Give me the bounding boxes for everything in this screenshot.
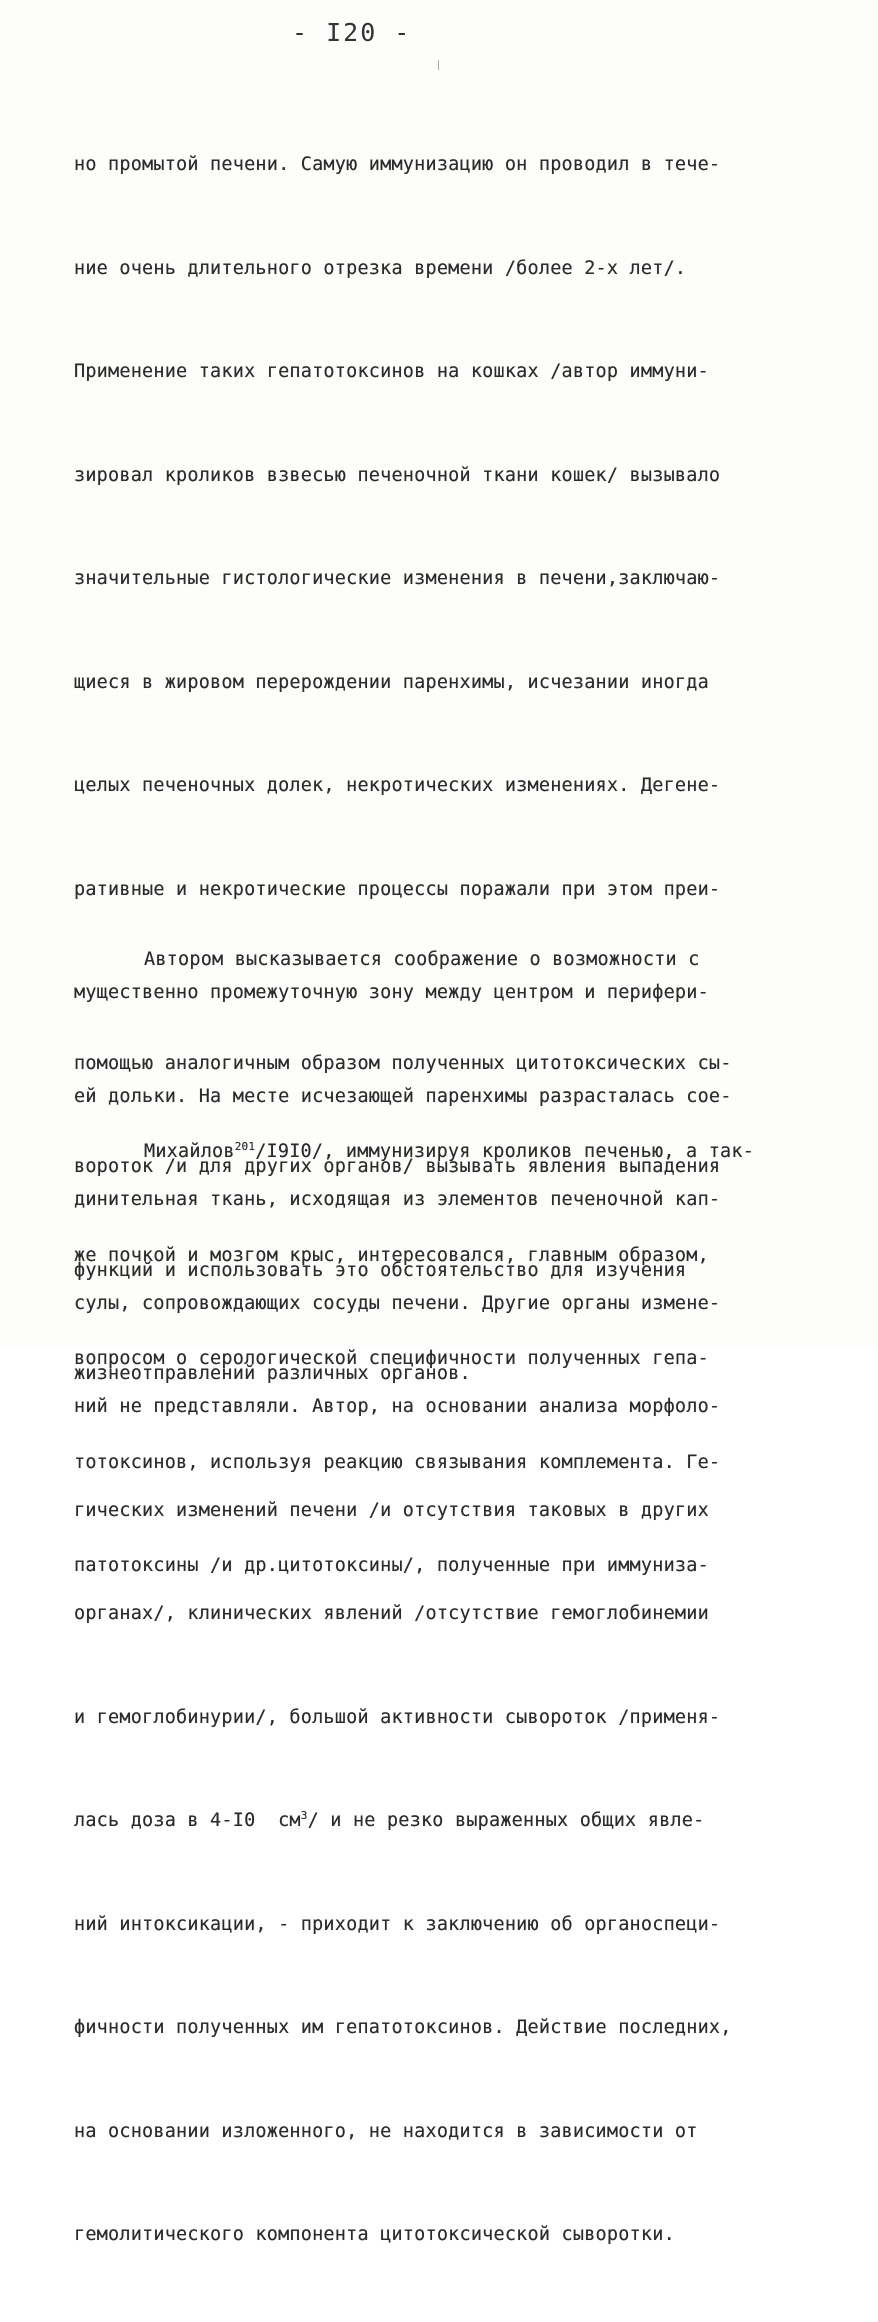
text-line: органах/, клинических явлений /отсутствие гемоглобинемии <box>74 1603 709 1624</box>
text-line: ние очень длительного отрезка времени /более 2-х лет/. <box>74 257 687 279</box>
text-line: динительная ткань, исходящая из элементов печеночной кап- <box>74 1189 721 1210</box>
text-line: фичности полученных им гепатотоксинов. Действие последних, <box>74 2017 732 2038</box>
text-line: целых печеночных долек, некротических изменениях. Дегене- <box>74 775 721 796</box>
text-line: гемолитического компонента цитотоксической сыворотки. <box>74 2224 675 2245</box>
text-line: мущественно промежуточную зону между центром и перифери- <box>74 982 709 1003</box>
text-line: функций и использовать это обстоятельство для изучения <box>74 1259 687 1281</box>
text-line: ративные и некротические процессы поражали при этом преи- <box>74 878 721 900</box>
text-line: ей дольки. На месте исчезающей паренхимы разрасталась сое- <box>74 1085 732 1107</box>
paragraph-3 <box>74 1066 814 1653</box>
page-number: - I20 - <box>292 18 412 47</box>
text-line: но промытой печени. Самую иммунизацию он проводил в тече- <box>74 154 721 175</box>
text-line: патотоксины /и др.цитотоксины/, полученные при иммуниза- <box>74 1555 709 1576</box>
text-line: на основании изложенного, не находится в зависимости от <box>74 2120 698 2142</box>
line-text: Михайлов <box>144 1141 235 1162</box>
text-line: вопросом о серологической специфичности полученных гепа- <box>74 1348 709 1369</box>
scan-mark <box>438 60 439 70</box>
text-line: же почкой и мозгом крыс, интересовался, главным образом, <box>74 1244 709 1266</box>
citation-superscript: 201 <box>234 1139 256 1153</box>
text-line: сулы, сопровождающих сосуды печени. Другие органы измене- <box>74 1292 721 1314</box>
superscript: 3 <box>300 1808 308 1822</box>
text-line: гических изменений печени /и отсутствия таковых в других <box>74 1499 709 1521</box>
text-line-with-citation <box>74 1135 814 1170</box>
line-text: лась доза в 4-I0 см <box>74 1810 301 1831</box>
text-line: вороток /и для других органов/ вызывать явления выпадения <box>74 1156 721 1177</box>
text-line: значительные гистологические изменения в печени,заключаю- <box>74 568 721 589</box>
text-line: Автором высказывается соображение о возможности с <box>144 949 700 970</box>
text-line: ний не представляли. Автор, на основании анализа морфоло- <box>74 1396 721 1417</box>
text-line: помощью аналогичным образом полученных цитотоксических сы- <box>74 1052 732 1074</box>
text-line: зировал кроликов взвесью печеночной ткани кошек/ вызывало <box>74 464 721 486</box>
text-line: жизнеотправлений различных органов. <box>74 1363 471 1384</box>
text-line: тотоксинов, используя реакцию связывания комплемента. Ге- <box>74 1451 721 1473</box>
text-line-with-superscript <box>74 1804 814 1839</box>
text-line: Применение таких гепатотоксинов на кошках /автор иммуни- <box>74 361 709 382</box>
line-text: /I9I0/, иммунизируя кроликов печенью, а так- <box>255 1141 755 1162</box>
text-line: щиеся в жировом перерождении паренхимы, исчезании иногда <box>74 671 709 693</box>
text-line: ний интоксикации, - приходит к заключению об органоспеци- <box>74 1913 721 1935</box>
line-text: / и не резко выраженных общих явле- <box>307 1810 705 1831</box>
text-line: и гемоглобинурии/, большой активности сывороток /применя- <box>74 1706 721 1728</box>
